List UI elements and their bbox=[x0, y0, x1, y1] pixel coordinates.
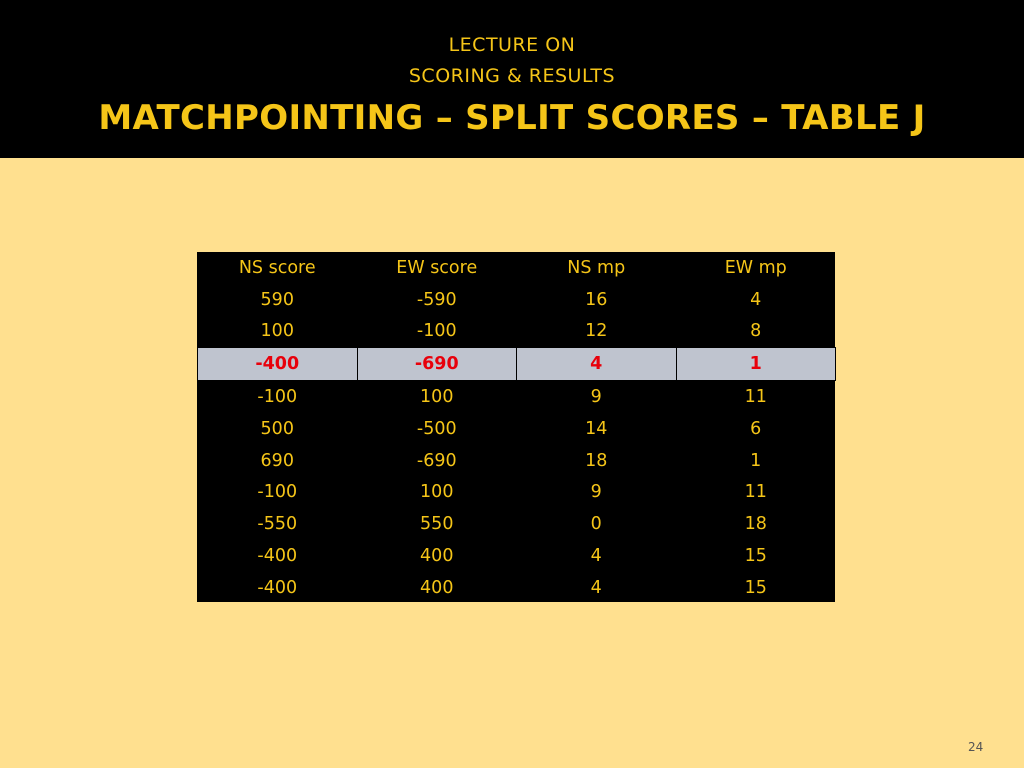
table-row bbox=[198, 540, 836, 572]
ew-mp-cell: 15 bbox=[744, 546, 767, 567]
table-header-row bbox=[198, 252, 836, 284]
ns-score-cell: -100 bbox=[257, 387, 298, 408]
ns-score-cell: -400 bbox=[198, 348, 358, 381]
column-header-ew-mp: EW mp bbox=[724, 257, 787, 278]
ns-mp-cell: 16 bbox=[585, 289, 608, 310]
ew-score-cell: 550 bbox=[420, 514, 454, 535]
table-row-highlighted bbox=[198, 348, 836, 381]
ew-mp-cell: 4 bbox=[750, 289, 762, 310]
ew-score-cell: -500 bbox=[416, 418, 457, 439]
table-row bbox=[198, 316, 836, 348]
slide-header bbox=[0, 0, 1024, 158]
ns-mp-cell: 0 bbox=[590, 514, 602, 535]
column-header-ns-score: NS score bbox=[238, 257, 316, 278]
ns-score-cell: -400 bbox=[257, 546, 298, 567]
scores-table-container bbox=[197, 252, 835, 602]
ns-score-cell: 500 bbox=[260, 418, 294, 439]
ns-score-cell: 690 bbox=[260, 450, 294, 471]
ns-score-cell: 100 bbox=[260, 321, 294, 342]
subtitle-line-1: LECTURE ON bbox=[448, 34, 576, 56]
page-number: 24 bbox=[968, 740, 984, 754]
ns-score-cell: 590 bbox=[260, 289, 294, 310]
table-row bbox=[198, 284, 836, 316]
ns-mp-cell: 9 bbox=[590, 482, 602, 503]
scores-table bbox=[197, 252, 836, 604]
ew-score-cell: 400 bbox=[420, 577, 454, 598]
ew-score-cell: 400 bbox=[420, 546, 454, 567]
ew-mp-cell: 15 bbox=[744, 577, 767, 598]
ns-mp-cell: 4 bbox=[590, 577, 602, 598]
ns-mp-cell: 4 bbox=[517, 348, 677, 381]
table-row bbox=[198, 477, 836, 509]
ns-mp-cell: 9 bbox=[590, 387, 602, 408]
subtitle-line-2: SCORING & RESULTS bbox=[408, 65, 616, 87]
slide-title: MATCHPOINTING – SPLIT SCORES – TABLE J bbox=[98, 98, 926, 138]
column-header-ns-mp: NS mp bbox=[567, 257, 626, 278]
ns-score-cell: -400 bbox=[257, 577, 298, 598]
ew-score-cell: -590 bbox=[416, 289, 457, 310]
ew-mp-cell: 1 bbox=[750, 450, 762, 471]
ew-mp-cell: 11 bbox=[744, 482, 767, 503]
ns-score-cell: -550 bbox=[257, 514, 298, 535]
ns-mp-cell: 12 bbox=[585, 321, 608, 342]
ew-mp-cell: 6 bbox=[750, 418, 762, 439]
ns-mp-cell: 14 bbox=[585, 418, 608, 439]
table-row bbox=[198, 445, 836, 477]
ew-score-cell: 100 bbox=[420, 387, 454, 408]
ns-mp-cell: 18 bbox=[585, 450, 608, 471]
ew-mp-cell: 11 bbox=[744, 387, 767, 408]
column-header-ew-score: EW score bbox=[396, 257, 478, 278]
ew-mp-cell: 1 bbox=[676, 348, 836, 381]
ew-score-cell: -100 bbox=[416, 321, 457, 342]
ew-score-cell: 100 bbox=[420, 482, 454, 503]
table-row bbox=[198, 508, 836, 540]
ew-score-cell: -690 bbox=[357, 348, 517, 381]
ew-mp-cell: 18 bbox=[744, 514, 767, 535]
ew-score-cell: -690 bbox=[416, 450, 457, 471]
ns-mp-cell: 4 bbox=[590, 546, 602, 567]
table-body bbox=[198, 284, 836, 604]
table-row bbox=[198, 572, 836, 604]
table-row bbox=[198, 413, 836, 445]
ew-mp-cell: 8 bbox=[750, 321, 762, 342]
ns-score-cell: -100 bbox=[257, 482, 298, 503]
table-row bbox=[198, 381, 836, 413]
